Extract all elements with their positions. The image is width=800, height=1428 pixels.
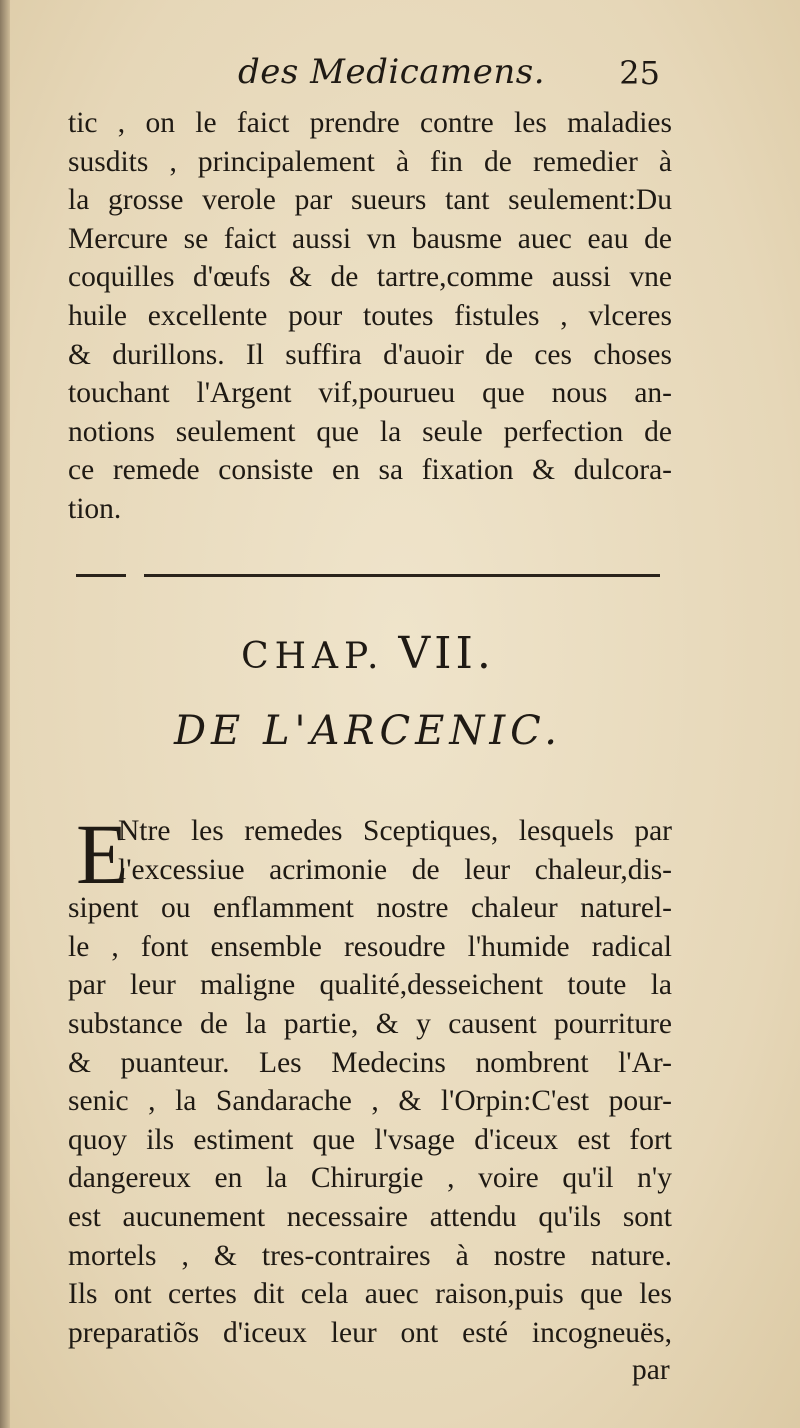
page-edge: [0, 0, 10, 1428]
drop-cap: E: [76, 806, 129, 902]
text-line: la grosse verole par sueurs tant seulement:Du: [68, 184, 672, 217]
text-line: le , font ensemble resoudre l'humide radical: [68, 930, 672, 963]
section-rule: [144, 574, 660, 577]
text-line: huile excellente pour toutes fistules , vlceres: [68, 299, 672, 332]
text-line: coquilles d'œufs & de tartre,comme aussi vne: [68, 261, 672, 294]
text-line: susdits , principalement à fin de remedier à: [68, 145, 672, 178]
text-line: touchant l'Argent vif,pourueu que nous an-: [68, 377, 672, 410]
text-line: & durillons. Il suffira d'auoir de ces choses: [68, 338, 672, 371]
page-number: 25: [619, 54, 660, 92]
text-line: Ntre les remedes Sceptiques, lesquels par: [118, 815, 672, 847]
running-head: des Medicamens.: [238, 52, 546, 92]
text-line: & puanteur. Les Medecins nombrent l'Ar-: [68, 1046, 672, 1079]
text-line: par leur maligne qualité,desseichent toute la: [68, 969, 672, 1002]
catchword: par: [632, 1354, 670, 1386]
page-header: [68, 52, 668, 102]
text-line: est aucunement necessaire attendu qu'ils sont: [68, 1200, 672, 1233]
text-line: preparatiõs d'iceux leur ont esté incogneuës,: [68, 1316, 672, 1349]
text-line: substance de la partie, & y causent pourriture: [68, 1007, 672, 1040]
text-line: l'excessiue acrimonie de leur chaleur,dis-: [118, 853, 672, 886]
text-line: ce remede consiste en sa fixation & dulcora-: [68, 454, 672, 487]
chapter-label: CHAP.: [241, 636, 385, 677]
text-line: senic , la Sandarache , & l'Orpin:C'est pour-: [68, 1085, 672, 1118]
paragraph-2: [68, 806, 672, 1352]
chapter-heading: [68, 628, 668, 679]
text-line: Ils ont certes dit cela auec raison,puis que les: [68, 1278, 672, 1311]
text-line: mortels , & tres-contraires à nostre nature.: [68, 1239, 672, 1272]
section-rule: [76, 574, 126, 577]
text-line: notions seulement que la seule perfection de: [68, 415, 672, 448]
text-line: dangereux en la Chirurgie , voire qu'il n'y: [68, 1162, 672, 1195]
text-line: quoy ils estiment que l'vsage d'iceux est fort: [68, 1123, 672, 1156]
paragraph-1: [68, 104, 672, 529]
text-line: tic , on le faict prendre contre les maladies: [68, 107, 672, 139]
chapter-number: VII.: [398, 628, 495, 679]
text-line: sipent ou enflamment nostre chaleur naturel-: [68, 892, 672, 925]
text-line: Mercure se faict aussi vn bausme auec eau de: [68, 222, 672, 255]
text-line: tion.: [68, 492, 122, 525]
chapter-title: DE L'ARCENIC.: [173, 708, 563, 754]
